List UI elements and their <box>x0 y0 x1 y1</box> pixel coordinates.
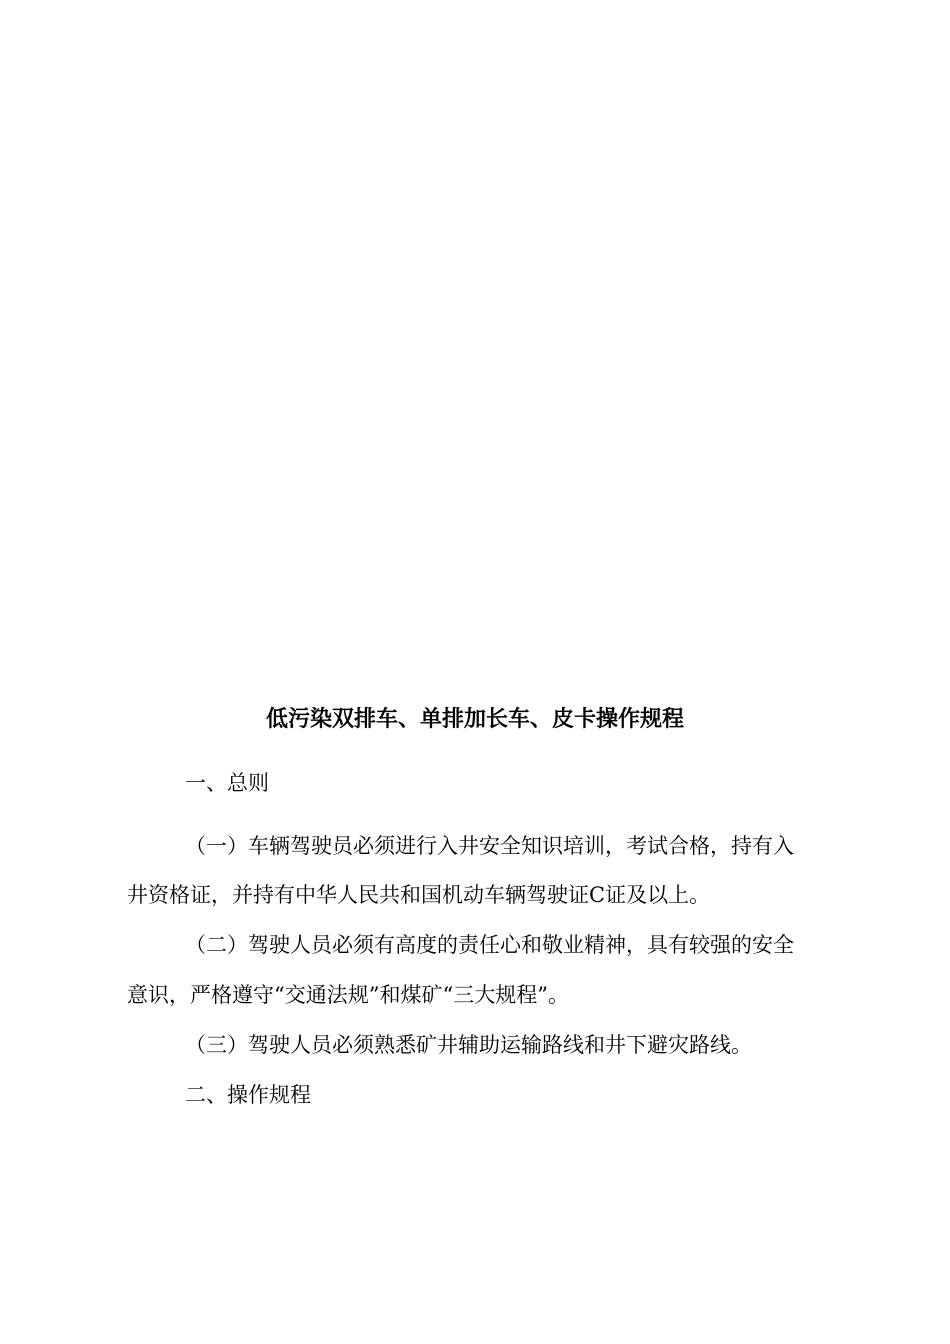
paragraph-1-line-1: （一）车辆驾驶员必须进行入井安全知识培训，考试合格，持有入 <box>185 834 794 858</box>
section-heading-operation: 二、操作规程 <box>185 1083 311 1107</box>
document-title: 低污染双排车、单排加长车、皮卡操作规程 <box>265 707 684 732</box>
paragraph-2-line-1: （二）驾驶人员必须有高度的责任心和敬业精神，具有较强的安全 <box>185 933 794 957</box>
section-heading-general: 一、总则 <box>185 771 269 795</box>
paragraph-1-line-2: 井资格证，并持有中华人民共和国机动车辆驾驶证C证及以上。 <box>127 883 711 907</box>
paragraph-3-line-1: （三）驾驶人员必须熟悉矿井辅助运输路线和井下避灾路线。 <box>185 1033 752 1057</box>
paragraph-2-line-2: 意识，严格遵守“交通法规”和煤矿“三大规程”。 <box>127 983 569 1007</box>
